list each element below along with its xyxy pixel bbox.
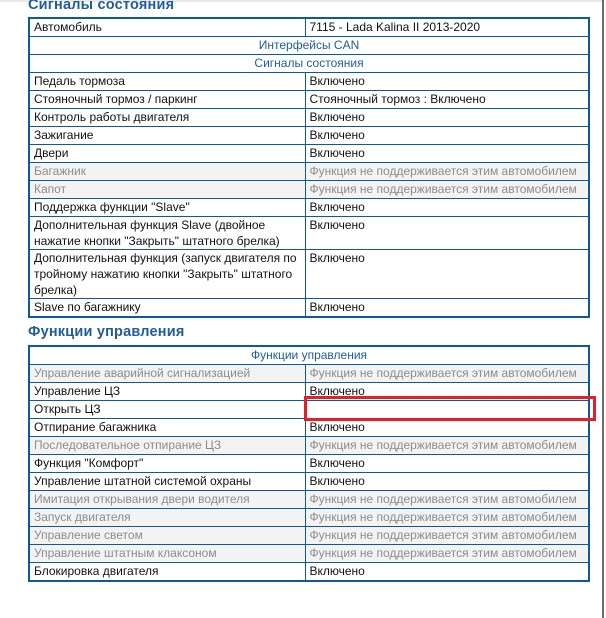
row-value: Включено <box>305 419 589 437</box>
table-row <box>29 509 589 527</box>
row-value: Включено <box>305 109 589 127</box>
row-value: Включено <box>305 73 589 91</box>
table-row <box>29 563 589 582</box>
section-title-control-functions: Функции управления <box>28 324 185 340</box>
table-row <box>29 491 589 509</box>
table-row <box>29 365 589 383</box>
table-row <box>29 199 589 217</box>
row-label: Стояночный тормоз / паркинг <box>29 91 305 109</box>
table-row <box>29 163 589 181</box>
row-value: Включено <box>305 199 589 217</box>
row-value: Функция не поддерживается этим автомобилем <box>305 491 589 509</box>
table-row-control-header <box>29 346 589 365</box>
row-label: Педаль тормоза <box>29 73 305 91</box>
table-row-car <box>29 18 589 37</box>
row-label: Зажигание <box>29 127 305 145</box>
row-label: Двери <box>29 145 305 163</box>
row-value: Включено <box>305 217 589 250</box>
control-functions-table <box>28 345 590 582</box>
table-row <box>29 545 589 563</box>
row-value: Стояночный тормоз : Включено <box>305 91 589 109</box>
row-label: Запуск двигателя <box>29 509 305 527</box>
row-label: Контроль работы двигателя <box>29 109 305 127</box>
row-label: Дополнительная функция Slave (двойное нажатие кнопки "Закрыть" штатного брелка) <box>29 217 305 250</box>
table-row <box>29 419 589 437</box>
row-label: Блокировка двигателя <box>29 563 305 582</box>
row-label: Управление штатной системой охраны <box>29 473 305 491</box>
table-row <box>29 145 589 163</box>
row-label: Управление штатным клаксоном <box>29 545 305 563</box>
control-functions-header: Функции управления <box>29 346 589 365</box>
table-row <box>29 299 589 318</box>
car-label: Автомобиль <box>29 18 305 37</box>
row-value: Включено <box>305 563 589 582</box>
row-value: Включено <box>305 455 589 473</box>
table-row <box>29 437 589 455</box>
table-row <box>29 250 589 299</box>
row-value: Включено <box>305 383 589 401</box>
highlight-annotation-box <box>304 396 596 421</box>
row-label: Функция "Комфорт" <box>29 455 305 473</box>
row-value: Функция не поддерживается этим автомобилем <box>305 437 589 455</box>
table-row <box>29 127 589 145</box>
table-row <box>29 91 589 109</box>
table-row <box>29 109 589 127</box>
row-value: Включено <box>305 145 589 163</box>
row-value: Функция не поддерживается этим автомобилем <box>305 509 589 527</box>
row-label: Последовательное отпирание ЦЗ <box>29 437 305 455</box>
row-value: Функция не поддерживается этим автомобилем <box>305 545 589 563</box>
table-row <box>29 73 589 91</box>
signals-header: Сигналы состояния <box>29 55 589 73</box>
row-label: Управление светом <box>29 527 305 545</box>
table-row <box>29 181 589 199</box>
row-label: Багажник <box>29 163 305 181</box>
section-title-status-signals: Сигналы состояния <box>28 0 175 13</box>
row-value: Функция не поддерживается этим автомобилем <box>305 181 589 199</box>
row-value: Включено <box>305 299 589 318</box>
table-row <box>29 527 589 545</box>
status-signals-table <box>28 17 590 318</box>
row-label: Дополнительная функция (запуск двигателя по тройному нажатию кнопки "Закрыть" штатного брелка) <box>29 250 305 299</box>
table-row-interfaces-header <box>29 37 589 55</box>
table-row <box>29 455 589 473</box>
row-value: Включено <box>305 473 589 491</box>
row-label: Имитация открывания двери водителя <box>29 491 305 509</box>
row-label: Управление аварийной сигнализацией <box>29 365 305 383</box>
row-label: Поддержка функции "Slave" <box>29 199 305 217</box>
window-edge <box>602 0 604 618</box>
table-row <box>29 473 589 491</box>
row-value: Функция не поддерживается этим автомобилем <box>305 527 589 545</box>
row-label: Управление ЦЗ <box>29 383 305 401</box>
row-value: Включено <box>305 250 589 299</box>
row-value: Функция не поддерживается этим автомобилем <box>305 163 589 181</box>
table-row-signals-header <box>29 55 589 73</box>
row-label: Капот <box>29 181 305 199</box>
interfaces-header: Интерфейсы CAN <box>29 37 589 55</box>
car-value: 7115 - Lada Kalina II 2013-2020 <box>305 18 589 37</box>
table-row <box>29 217 589 250</box>
row-label: Открыть ЦЗ <box>29 401 305 419</box>
row-label: Slave по багажнику <box>29 299 305 318</box>
row-value: Функция не поддерживается этим автомобилем <box>305 365 589 383</box>
row-label: Отпирание багажника <box>29 419 305 437</box>
row-value: Включено <box>305 127 589 145</box>
